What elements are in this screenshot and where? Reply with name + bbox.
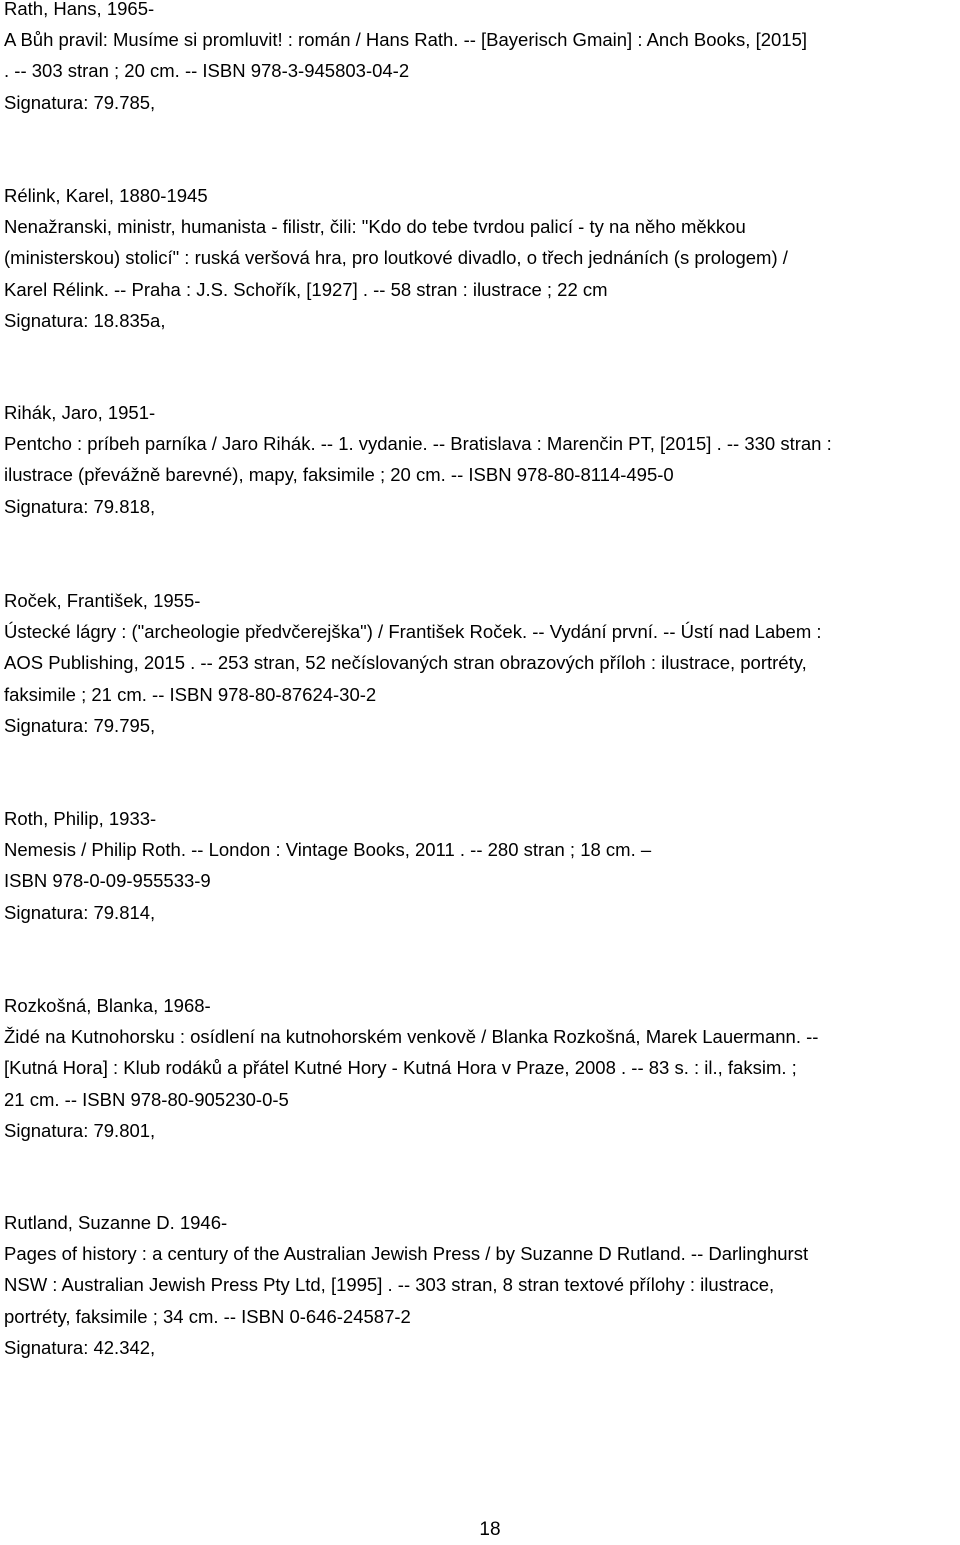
entry-description-line: . -- 303 stran ; 20 cm. -- ISBN 978-3-945803-04-2 <box>4 60 410 82</box>
entry-title-line: Židé na Kutnohorsku : osídlení na kutnohorském venkově / Blanka Rozkošná, Marek Lauermann. -- <box>4 1026 819 1048</box>
entry-description-line: AOS Publishing, 2015 . -- 253 stran, 52 nečíslovaných stran obrazových příloh : ilustrace, portréty, <box>4 652 807 674</box>
catalog-entry-rozkosna <box>4 990 956 1146</box>
catalog-entry-relink <box>4 180 956 336</box>
entry-author: Rozkošná, Blanka, 1968- <box>4 995 211 1016</box>
entry-title-line: (ministerskou) stolicí" : ruská veršová hra, pro loutkové divadlo, o třech jednáních (s prologem) / <box>4 247 788 269</box>
entry-author: Roček, František, 1955- <box>4 590 201 611</box>
entry-description-line: faksimile ; 21 cm. -- ISBN 978-80-87624-30-2 <box>4 683 377 705</box>
entry-description-line: Karel Rélink. -- Praha : J.S. Schořík, [1927] . -- 58 stran : ilustrace ; 22 cm <box>4 278 608 300</box>
catalog-entry-rocek <box>4 585 956 741</box>
entry-author: Rihák, Jaro, 1951- <box>4 402 156 423</box>
entry-author: Rutland, Suzanne D. 1946- <box>4 1212 228 1233</box>
entry-signature: Signatura: 79.785, <box>4 91 156 113</box>
page-number: 18 <box>479 1519 501 1540</box>
entry-title-line: Ústecké lágry : ("archeologie předvčerejška") / František Roček. -- Vydání první. -- Ústí nad Labem : <box>4 621 822 643</box>
entry-description-line: [Kutná Hora] : Klub rodáků a přátel Kutné Hory - Kutná Hora v Praze, 2008 . -- 83 s. : il., faksim. ; <box>4 1057 797 1079</box>
entry-signature: Signatura: 18.835a, <box>4 309 166 331</box>
entry-signature: Signatura: 79.795, <box>4 714 156 736</box>
entry-description-line: 21 cm. -- ISBN 978-80-905230-0-5 <box>4 1088 289 1110</box>
entry-author: Rath, Hans, 1965- <box>4 0 155 19</box>
catalog-entry-rath <box>4 0 956 118</box>
catalog-entry-rutland <box>4 1207 956 1363</box>
catalog-entry-rihak <box>4 397 956 522</box>
entry-title-line: Nemesis / Philip Roth. -- London : Vintage Books, 2011 . -- 280 stran ; 18 cm. – <box>4 839 652 861</box>
entry-title-line: A Bůh pravil: Musíme si promluvit! : román / Hans Rath. -- [Bayerisch Gmain] : Anch Books, [2015] <box>4 29 808 51</box>
entry-title-line: Pages of history : a century of the Australian Jewish Press / by Suzanne D Rutland. -- Darlinghurst <box>4 1243 809 1265</box>
entry-signature: Signatura: 79.801, <box>4 1119 156 1141</box>
entry-description-line: portréty, faksimile ; 34 cm. -- ISBN 0-646-24587-2 <box>4 1305 411 1327</box>
entry-title-line: Nenažranski, ministr, humanista - filistr, čili: "Kdo do tebe tvrdou palicí - ty na něho měkkou <box>4 216 746 238</box>
entry-description-line: ilustrace (převážně barevné), mapy, faksimile ; 20 cm. -- ISBN 978-80-8114-495-0 <box>4 464 674 486</box>
entry-signature: Signatura: 79.814, <box>4 901 156 923</box>
entry-author: Rélink, Karel, 1880-1945 <box>4 185 208 206</box>
entry-signature: Signatura: 42.342, <box>4 1336 156 1358</box>
catalog-entry-roth <box>4 803 956 928</box>
entry-title-line: Pentcho : príbeh parníka / Jaro Rihák. -- 1. vydanie. -- Bratislava : Marenčin PT, [2015] . -- 330 stran : <box>4 433 832 455</box>
entry-description-line: NSW : Australian Jewish Press Pty Ltd, [1995] . -- 303 stran, 8 stran textové přílohy : ilustrace, <box>4 1274 775 1296</box>
entry-author: Roth, Philip, 1933- <box>4 808 157 829</box>
entry-description-line: ISBN 978-0-09-955533-9 <box>4 870 211 892</box>
entry-signature: Signatura: 79.818, <box>4 495 156 517</box>
